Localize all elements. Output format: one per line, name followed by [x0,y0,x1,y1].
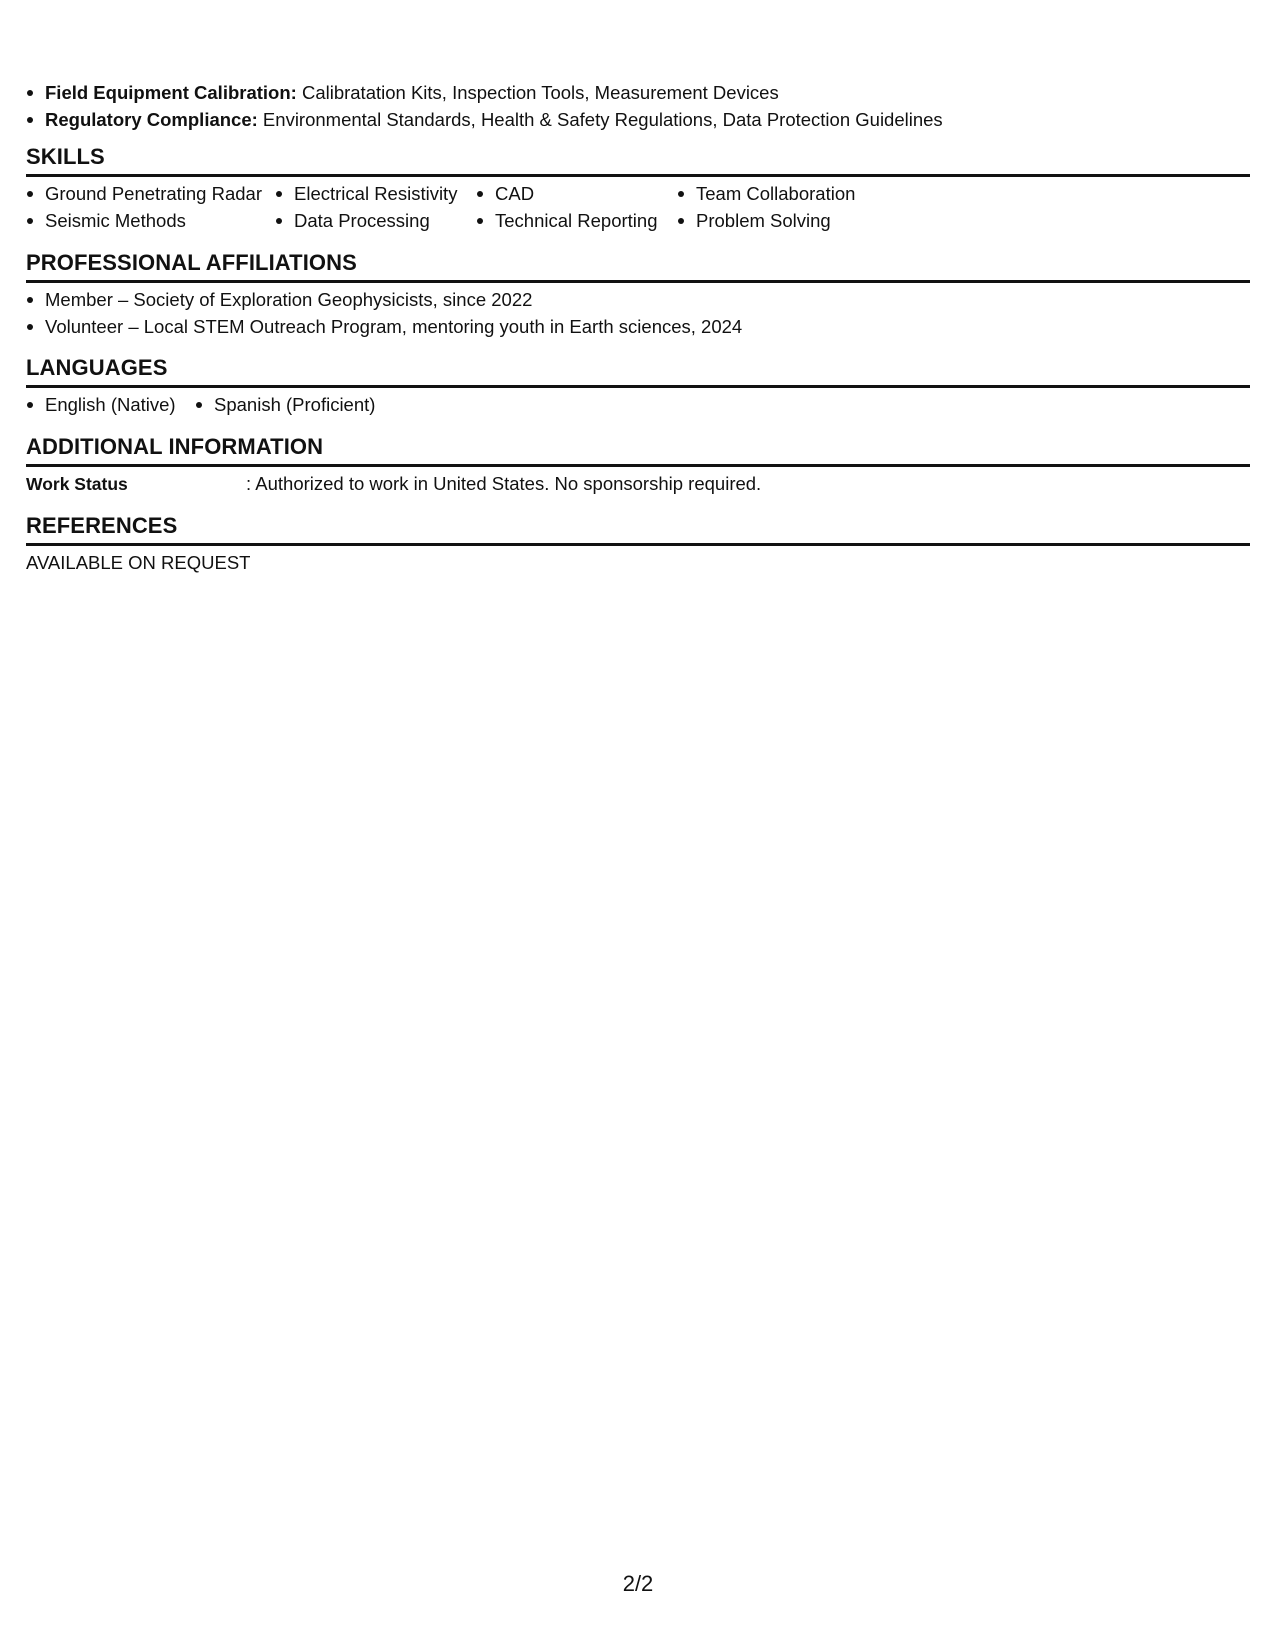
list-item: Volunteer – Local STEM Outreach Program, mentoring youth in Earth sciences, 2024 [26,313,742,340]
resume-page [26,0,1250,1650]
additional-info-heading: ADDITIONAL INFORMATION [26,433,1250,467]
skills-heading: SKILLS [26,143,1250,177]
language-item [26,391,176,418]
list-item [26,106,943,133]
skills-column-1 [26,180,262,234]
list-item: Spanish (Proficient) [195,391,375,418]
skills-column-3 [476,180,657,234]
list-item: Problem Solving [677,207,855,234]
list-item: Seismic Methods [26,207,262,234]
skills-column-2 [275,180,457,234]
references-heading: REFERENCES [26,512,1250,546]
list-item: Electrical Resistivity [275,180,457,207]
list-item: Ground Penetrating Radar [26,180,262,207]
list-item: Data Processing [275,207,457,234]
page-number: 2/2 [622,1571,654,1596]
languages-heading: LANGUAGES [26,354,1250,388]
affiliations-list [26,286,742,340]
list-item: English (Native) [26,391,176,418]
item-label: Regulatory Compliance: [45,109,258,130]
skills-column-4 [677,180,855,234]
item-value: Environmental Standards, Health & Safety Regulations, Data Protection Guidelines [257,109,943,130]
work-status-label: Work Status [26,474,128,494]
list-item: Team Collaboration [677,180,855,207]
references-text: AVAILABLE ON REQUEST [26,552,251,573]
list-item: Technical Reporting [476,207,657,234]
list-item: CAD [476,180,657,207]
list-item [26,79,943,106]
list-item: Member – Society of Exploration Geophysicists, since 2022 [26,286,742,313]
item-label: Field Equipment Calibration: [45,82,297,103]
work-status-value: : Authorized to work in United States. No sponsorship required. [246,473,762,494]
item-value: Calibratation Kits, Inspection Tools, Measurement Devices [296,82,779,103]
technical-skills-list [26,79,943,133]
language-item [195,391,375,418]
affiliations-heading: PROFESSIONAL AFFILIATIONS [26,249,1250,283]
